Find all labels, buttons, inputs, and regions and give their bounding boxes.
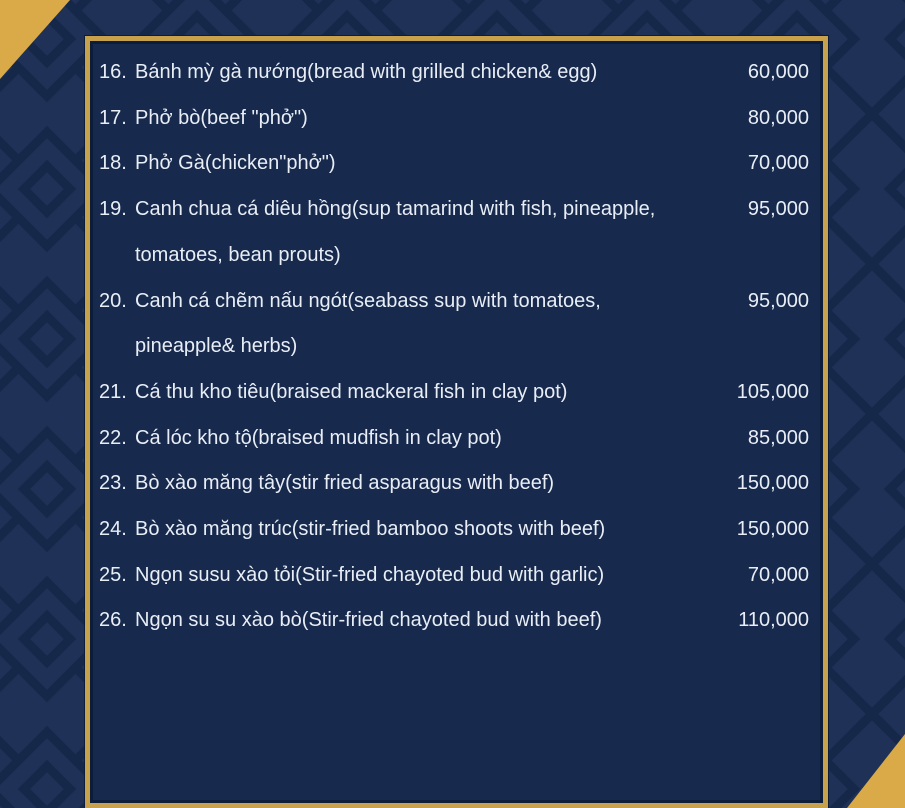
menu-item-row: [99, 50, 809, 96]
item-price: 150,000: [736, 518, 809, 541]
item-name-line: Canh chua cá diêu hồng(sup tamarind with fish, pineapple,: [135, 198, 656, 221]
item-number: 20.: [99, 289, 127, 312]
item-name: [135, 507, 713, 553]
item-name-line: Canh cá chẽm nấu ngót(seabass sup with tomatoes,: [135, 289, 601, 312]
item-number: 16.: [99, 61, 127, 83]
menu-item-row: [99, 598, 809, 644]
item-name: [135, 598, 713, 644]
menu-item-row: [99, 141, 809, 187]
item-number: 21.: [99, 380, 127, 403]
item-name: [135, 50, 713, 96]
item-price: 70,000: [747, 563, 809, 586]
item-price: 95,000: [747, 198, 809, 221]
item-name-line: Cá lóc kho tộ(braised mudfish in clay pot): [135, 426, 502, 449]
item-name: [135, 370, 713, 416]
item-name-line: Phở Gà(chicken"phở"): [135, 152, 336, 175]
item-name-line: Bò xào măng tây(stir fried asparagus with beef): [135, 472, 555, 495]
item-price: 85,000: [747, 426, 809, 449]
item-price: 95,000: [747, 289, 809, 312]
item-name-line: Bánh mỳ gà nướng(bread with grilled chicken& egg): [135, 61, 598, 83]
item-number: 18.: [99, 152, 127, 175]
menu-list: [90, 41, 823, 644]
menu-item-row: [99, 279, 809, 370]
item-name: [135, 279, 713, 370]
item-name-line: Ngọn su su xào bò(Stir-fried chayoted bud with beef): [135, 609, 602, 632]
item-name: [135, 187, 713, 278]
menu-item-row: [99, 416, 809, 462]
item-name: [135, 96, 713, 142]
item-number: 24.: [99, 518, 127, 541]
menu-item-row: [99, 553, 809, 599]
item-name-line: Bò xào măng trúc(stir-fried bamboo shoots with beef): [135, 518, 606, 541]
item-name-line: Cá thu kho tiêu(braised mackeral fish in clay pot): [135, 380, 568, 403]
item-name-line: Ngọn susu xào tỏi(Stir-fried chayoted bud with garlic): [135, 563, 605, 586]
item-price: 105,000: [736, 380, 809, 403]
item-name-line: tomatoes, bean prouts): [135, 243, 341, 266]
item-price: 80,000: [747, 106, 809, 129]
item-price: 110,000: [738, 609, 809, 632]
item-name: [135, 141, 713, 187]
item-number: 22.: [99, 426, 127, 449]
item-name: [135, 416, 713, 462]
item-price: 150,000: [736, 472, 809, 495]
item-name: [135, 553, 713, 599]
menu-item-row: [99, 461, 809, 507]
item-price: 70,000: [747, 152, 809, 175]
item-name-line: pineapple& herbs): [135, 335, 298, 358]
item-price: 60,000: [747, 61, 809, 83]
menu-item-row: [99, 507, 809, 553]
item-number: 26.: [99, 609, 127, 632]
item-number: 25.: [99, 563, 127, 586]
item-number: 19.: [99, 198, 127, 221]
menu-panel: [85, 36, 828, 808]
item-number: 23.: [99, 472, 127, 495]
menu-item-row: [99, 370, 809, 416]
menu-item-row: [99, 187, 809, 278]
menu-item-row: [99, 96, 809, 142]
item-name: [135, 461, 713, 507]
item-number: 17.: [99, 106, 127, 129]
item-name-line: Phở bò(beef "phở"): [135, 106, 308, 129]
